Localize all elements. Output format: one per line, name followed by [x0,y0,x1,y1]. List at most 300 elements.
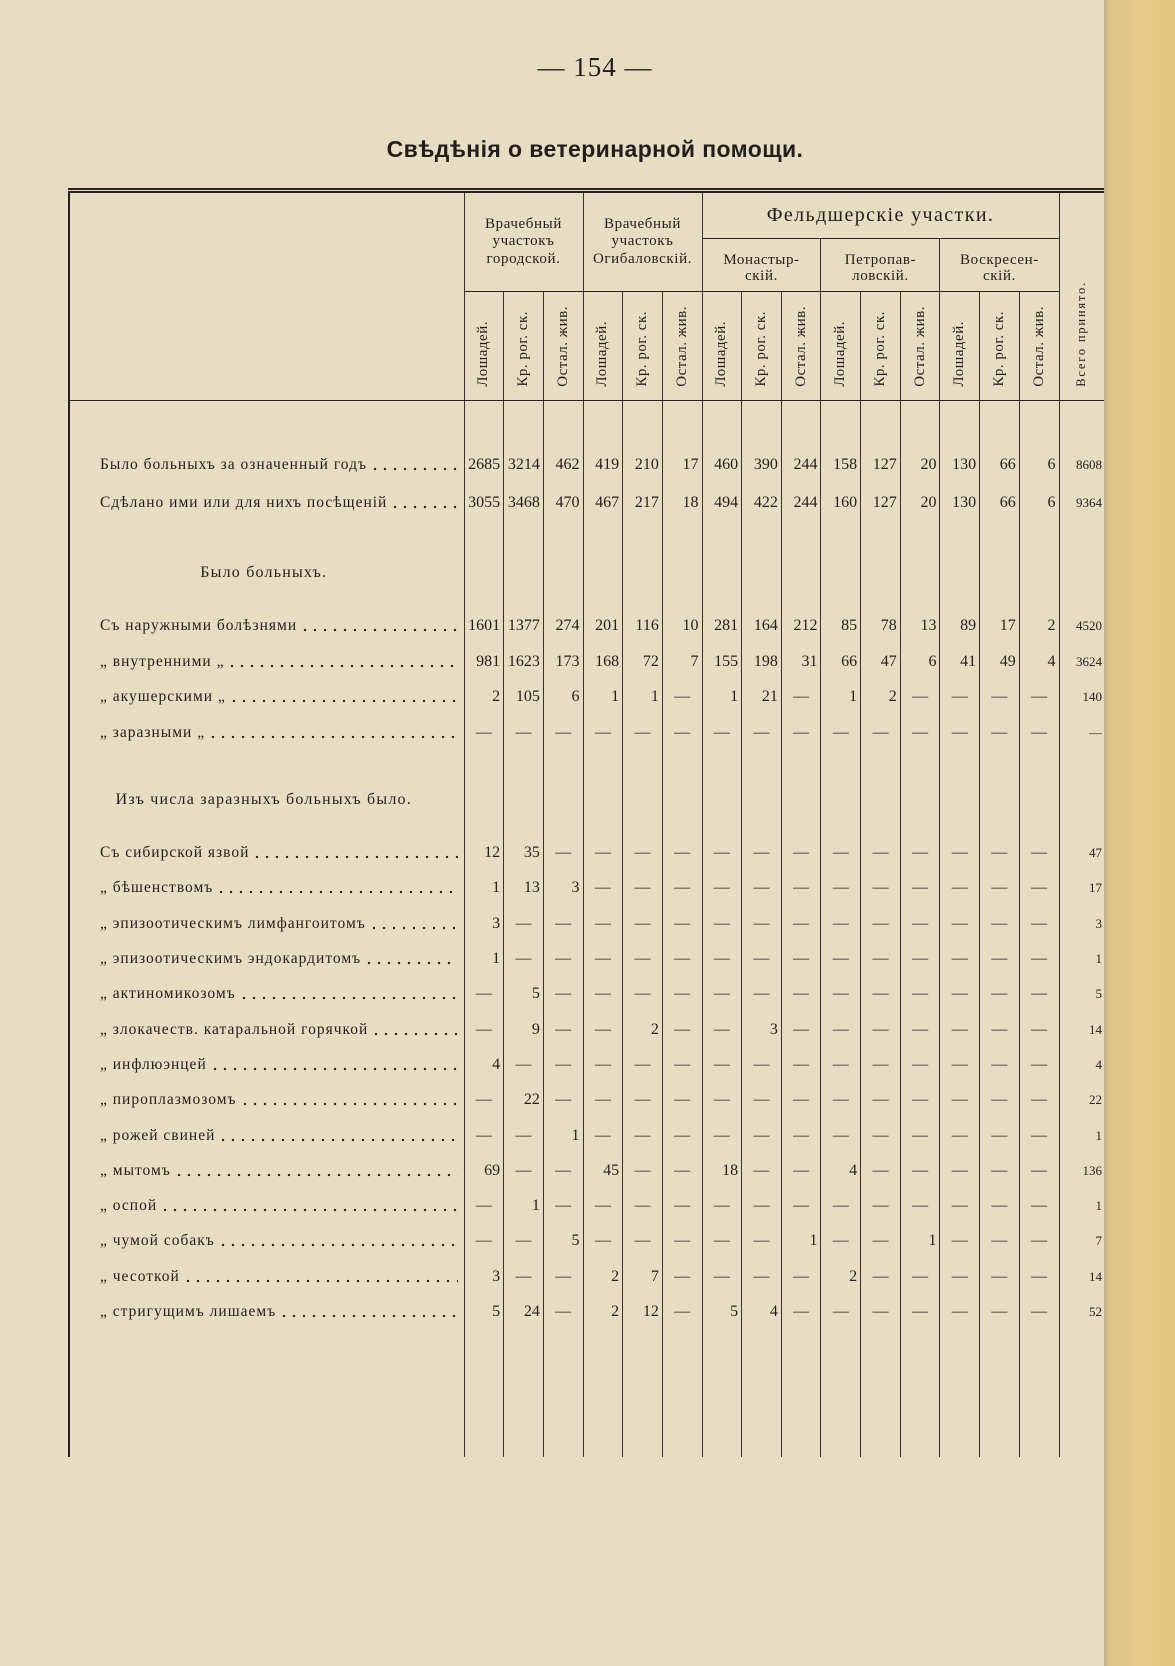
empty-cell [900,751,940,782]
dot-leader [163,1208,457,1212]
cell-gorodskoy-cattle: — [504,1259,544,1294]
cell-gorodskoy-other: — [543,1188,583,1223]
cell-voskresenskiy-cattle: 17 [980,609,1020,645]
empty-cell [900,782,940,818]
row-label-wrap [100,653,458,671]
empty-cell [543,1330,583,1457]
empty-cell [940,818,980,836]
cell-gorodskoy-horses: 1 [464,871,504,906]
cell-gorodskoy-cattle: — [504,1047,544,1082]
cell-monastyrskiy-cattle: — [742,1188,782,1223]
cell-voskresenskiy-other: — [1019,715,1059,751]
group-header-gorodskoy: Врачебный участокъ городской. [464,191,583,292]
col-header-label: Кр. рог. ск. [514,311,531,387]
cell-voskresenskiy-horses: — [940,1118,980,1153]
dot-leader [303,628,457,632]
empty-cell [702,554,742,592]
cell-ogibalovskiy-other: — [662,1083,702,1118]
dot-leader [213,1067,458,1071]
spacer-row [69,592,1104,609]
cell-monastyrskiy-horses: — [702,1188,742,1223]
cell-voskresenskiy-horses: — [940,941,980,976]
row-label: „ заразными „ [100,723,206,741]
col-header-ogibalovskiy-horses [583,292,623,401]
cell-voskresenskiy-other: 6 [1019,484,1059,522]
cell-voskresenskiy-horses: — [940,715,980,751]
cell-voskresenskiy-cattle: — [980,836,1020,871]
empty-cell [464,401,504,447]
cell-ogibalovskiy-horses: — [583,1047,623,1082]
cell-petropavlovskiy-other: — [900,1188,940,1223]
empty-cell [702,818,742,836]
row-label: Съ сибирской язвой [100,844,250,862]
group-header-ogibalovskiy: Врачебный участокъ Огибаловскій. [583,191,702,292]
spacer-row [69,751,1104,782]
cell-gorodskoy-horses: — [464,1118,504,1153]
cell-monastyrskiy-other: 244 [781,447,821,485]
cell-ogibalovskiy-other: — [662,871,702,906]
cell-gorodskoy-other: 6 [543,680,583,716]
cell-ogibalovskiy-cattle: — [623,1118,663,1153]
empty-cell [543,751,583,782]
cell-ogibalovskiy-cattle: 1 [623,680,663,716]
cell-petropavlovskiy-horses: — [821,941,861,976]
col-header-ogibalovskiy-other [662,292,702,401]
cell-voskresenskiy-cattle: 49 [980,644,1020,680]
col-header-label: Остал. жив. [554,306,571,387]
empty-cell [940,1330,980,1457]
total-cell: 52 [1059,1294,1104,1329]
cell-petropavlovskiy-other: — [900,1259,940,1294]
cell-monastyrskiy-other: — [781,715,821,751]
cell-gorodskoy-cattle: — [504,715,544,751]
cell-petropavlovskiy-cattle: — [861,1294,901,1329]
dot-leader [282,1314,457,1318]
total-cell: 136 [1059,1153,1104,1188]
col-header-label: Кр. рог. ск. [871,311,888,387]
cell-monastyrskiy-other: — [781,906,821,941]
row-label-cell [69,680,464,716]
total-cell: 140 [1059,680,1104,716]
col-header-voskresenskiy-cattle [980,292,1020,401]
empty-cell [504,592,544,609]
cell-gorodskoy-other: 1 [543,1118,583,1153]
table-row [69,906,1104,941]
cell-voskresenskiy-horses: 41 [940,644,980,680]
cell-petropavlovskiy-other: — [900,906,940,941]
empty-cell [662,592,702,609]
cell-ogibalovskiy-horses: — [583,1118,623,1153]
total-cell: 3624 [1059,644,1104,680]
cell-gorodskoy-other: — [543,836,583,871]
cell-petropavlovskiy-cattle: — [861,1047,901,1082]
cell-ogibalovskiy-other: — [662,680,702,716]
row-label: Сдѣлано ими или для нихъ посѣщеній [100,493,388,511]
total-cell: 4520 [1059,609,1104,645]
empty-cell [583,1330,623,1457]
empty-cell [980,818,1020,836]
table-row [69,1259,1104,1294]
row-label: „ пироплазмозомъ [100,1091,237,1109]
row-label-wrap [100,844,458,862]
empty-cell [1019,1330,1059,1457]
empty-cell [504,782,544,818]
total-cell: 1 [1059,1118,1104,1153]
empty-cell [1019,751,1059,782]
empty-cell [543,818,583,836]
cell-voskresenskiy-cattle: 66 [980,447,1020,485]
empty-cell [623,1330,663,1457]
empty-cell [742,782,782,818]
row-label-wrap [100,1268,458,1286]
empty-cell [940,782,980,818]
empty-cell [781,1330,821,1457]
empty-cell [940,554,980,592]
veterinary-statistics-table [68,188,1104,1457]
empty-label-cell [69,522,464,554]
cell-petropavlovskiy-cattle: — [861,1012,901,1047]
cell-ogibalovskiy-horses: 201 [583,609,623,645]
cell-gorodskoy-horses: 4 [464,1047,504,1082]
total-cell: 3 [1059,906,1104,941]
cell-monastyrskiy-cattle: — [742,715,782,751]
cell-monastyrskiy-other: — [781,977,821,1012]
empty-cell [702,1330,742,1457]
row-label: „ эпизоотическимъ эндокардитомъ [100,950,362,968]
cell-voskresenskiy-horses: — [940,1047,980,1082]
empty-cell [861,401,901,447]
row-label-cell [69,715,464,751]
cell-voskresenskiy-other: — [1019,1294,1059,1329]
cell-petropavlovskiy-horses: — [821,1012,861,1047]
cell-petropavlovskiy-cattle: — [861,906,901,941]
cell-ogibalovskiy-other: — [662,715,702,751]
cell-gorodskoy-horses: 981 [464,644,504,680]
empty-cell [900,1330,940,1457]
row-label-cell [69,1153,464,1188]
cell-voskresenskiy-cattle: — [980,1188,1020,1223]
cell-ogibalovskiy-horses: — [583,906,623,941]
cell-ogibalovskiy-cattle: 210 [623,447,663,485]
cell-gorodskoy-cattle: — [504,941,544,976]
row-label-cell [69,906,464,941]
cell-monastyrskiy-horses: 1 [702,680,742,716]
cell-petropavlovskiy-cattle: 127 [861,484,901,522]
empty-cell [662,782,702,818]
empty-cell [821,1330,861,1457]
cell-voskresenskiy-other: — [1019,680,1059,716]
row-label-wrap [100,688,458,706]
cell-ogibalovskiy-horses: — [583,1188,623,1223]
row-label-cell [69,836,464,871]
total-cell: 22 [1059,1083,1104,1118]
section-heading-cell [69,554,464,592]
cell-ogibalovskiy-other: — [662,906,702,941]
cell-ogibalovskiy-cattle: — [623,1047,663,1082]
empty-label-cell [69,1330,464,1457]
cell-gorodskoy-other: — [543,977,583,1012]
cell-gorodskoy-horses: 5 [464,1294,504,1329]
cell-monastyrskiy-cattle: — [742,977,782,1012]
empty-cell [543,522,583,554]
empty-cell [940,401,980,447]
total-column-label: Всего принято. [1074,281,1089,387]
cell-gorodskoy-other: 5 [543,1224,583,1259]
empty-cell [583,818,623,836]
dot-leader [374,1032,457,1036]
cell-gorodskoy-other: — [543,941,583,976]
cell-gorodskoy-other: 470 [543,484,583,522]
empty-cell [504,554,544,592]
dot-leader [367,961,457,965]
cell-voskresenskiy-other: 6 [1019,447,1059,485]
dot-leader [242,996,458,1000]
empty-cell [821,782,861,818]
empty-cell [781,818,821,836]
cell-voskresenskiy-cattle: 66 [980,484,1020,522]
cell-ogibalovskiy-other: — [662,1259,702,1294]
row-label-wrap [100,1127,458,1145]
cell-voskresenskiy-other: — [1019,1083,1059,1118]
cell-ogibalovskiy-horses: — [583,1224,623,1259]
cell-monastyrskiy-cattle: 422 [742,484,782,522]
cell-ogibalovskiy-cattle: — [623,977,663,1012]
cell-ogibalovskiy-cattle: 7 [623,1259,663,1294]
cell-ogibalovskiy-horses: 2 [583,1259,623,1294]
table-row [69,1083,1104,1118]
cell-petropavlovskiy-cattle: — [861,1188,901,1223]
empty-cell [583,401,623,447]
empty-cell [900,818,940,836]
spacer-row [69,401,1104,447]
cell-petropavlovskiy-cattle: 47 [861,644,901,680]
empty-cell [940,592,980,609]
cell-petropavlovskiy-other: 6 [900,644,940,680]
cell-monastyrskiy-other: — [781,1083,821,1118]
cell-gorodskoy-other: 173 [543,644,583,680]
dot-leader [230,664,457,668]
cell-voskresenskiy-other: — [1019,1012,1059,1047]
empty-cell [742,751,782,782]
col-header-label: Лошадей. [713,321,730,387]
empty-cell [702,751,742,782]
cell-voskresenskiy-horses: — [940,1083,980,1118]
cell-monastyrskiy-cattle: 198 [742,644,782,680]
cell-gorodskoy-horses: 3055 [464,484,504,522]
empty-cell [900,401,940,447]
empty-total-cell [1059,401,1104,447]
col-header-petropavlovskiy-cattle [861,292,901,401]
cell-gorodskoy-horses: 69 [464,1153,504,1188]
cell-petropavlovskiy-other: — [900,977,940,1012]
cell-ogibalovskiy-horses: — [583,1083,623,1118]
empty-cell [464,818,504,836]
cell-gorodskoy-other: 274 [543,609,583,645]
row-label: „ актиномикозомъ [100,985,236,1003]
cell-monastyrskiy-cattle: — [742,941,782,976]
empty-cell [821,554,861,592]
row-label-wrap [100,879,458,897]
cell-gorodskoy-other: — [543,1047,583,1082]
empty-cell [583,751,623,782]
section-heading: Изъ числа заразныхъ больныхъ было. [115,790,412,808]
empty-cell [900,554,940,592]
cell-ogibalovskiy-cattle: — [623,871,663,906]
cell-gorodskoy-other: — [543,715,583,751]
table-row [69,977,1104,1012]
cell-voskresenskiy-other: — [1019,941,1059,976]
empty-cell [1019,592,1059,609]
cell-petropavlovskiy-cattle: — [861,1224,901,1259]
empty-cell [781,401,821,447]
cell-gorodskoy-horses: 2 [464,680,504,716]
empty-cell [821,522,861,554]
cell-voskresenskiy-cattle: — [980,1153,1020,1188]
empty-cell [861,592,901,609]
col-header-gorodskoy-cattle [504,292,544,401]
cell-monastyrskiy-other: — [781,1047,821,1082]
col-header-voskresenskiy-other [1019,292,1059,401]
cell-monastyrskiy-other: — [781,1294,821,1329]
dot-leader [372,926,458,930]
empty-cell [1019,554,1059,592]
empty-cell [742,1330,782,1457]
empty-cell [662,818,702,836]
empty-cell [980,1330,1020,1457]
cell-petropavlovskiy-horses: — [821,1047,861,1082]
table-row [69,1294,1104,1329]
total-cell: 8608 [1059,447,1104,485]
empty-cell [543,782,583,818]
cell-petropavlovskiy-cattle: — [861,1153,901,1188]
empty-cell [742,522,782,554]
cell-gorodskoy-cattle: 3214 [504,447,544,485]
total-cell: 14 [1059,1012,1104,1047]
row-label: „ внутренними „ [100,652,225,670]
cell-ogibalovskiy-cattle: 72 [623,644,663,680]
cell-petropavlovskiy-horses: — [821,836,861,871]
dot-leader [221,1138,457,1142]
cell-monastyrskiy-other: — [781,1153,821,1188]
cell-petropavlovskiy-horses: — [821,871,861,906]
cell-ogibalovskiy-horses: — [583,977,623,1012]
empty-cell [1019,401,1059,447]
row-label: „ оспой [100,1197,158,1215]
cell-monastyrskiy-cattle: — [742,1047,782,1082]
empty-cell [861,751,901,782]
cell-ogibalovskiy-cattle: — [623,715,663,751]
cell-gorodskoy-cattle: 13 [504,871,544,906]
cell-voskresenskiy-horses: — [940,1153,980,1188]
row-label-cell [69,1224,464,1259]
cell-monastyrskiy-other: 31 [781,644,821,680]
cell-ogibalovskiy-horses: 419 [583,447,623,485]
cell-gorodskoy-cattle: 9 [504,1012,544,1047]
cell-ogibalovskiy-cattle: — [623,1188,663,1223]
empty-total-cell [1059,592,1104,609]
cell-monastyrskiy-other: — [781,836,821,871]
cell-monastyrskiy-other: — [781,1118,821,1153]
row-label: „ чумой собакъ [100,1232,215,1250]
empty-cell [821,818,861,836]
cell-monastyrskiy-other: — [781,1259,821,1294]
cell-petropavlovskiy-other: — [900,1294,940,1329]
cell-petropavlovskiy-cattle: — [861,977,901,1012]
cell-monastyrskiy-other: — [781,680,821,716]
row-label-wrap [100,1056,458,1074]
table-row [69,715,1104,751]
table-row [69,644,1104,680]
cell-monastyrskiy-horses: — [702,1224,742,1259]
cell-monastyrskiy-cattle: — [742,836,782,871]
cell-petropavlovskiy-cattle: — [861,941,901,976]
empty-total-cell [1059,751,1104,782]
section-heading-row [69,554,1104,592]
dot-leader [393,505,457,509]
cell-petropavlovskiy-cattle: — [861,1259,901,1294]
cell-voskresenskiy-other: — [1019,1259,1059,1294]
empty-cell [781,751,821,782]
cell-petropavlovskiy-horses: 85 [821,609,861,645]
cell-voskresenskiy-horses: 89 [940,609,980,645]
cell-ogibalovskiy-cattle: — [623,836,663,871]
empty-total-cell [1059,1330,1104,1457]
cell-voskresenskiy-cattle: — [980,1118,1020,1153]
cell-ogibalovskiy-other: — [662,977,702,1012]
cell-voskresenskiy-other: — [1019,906,1059,941]
empty-cell [662,401,702,447]
cell-petropavlovskiy-horses: 66 [821,644,861,680]
cell-ogibalovskiy-horses: 168 [583,644,623,680]
subgroup-header-voskresenskiy: Воскресен- скій. [940,239,1059,292]
subgroup-header-petropavlovskiy: Петропав- ловскій. [821,239,940,292]
table-row [69,1153,1104,1188]
cell-monastyrskiy-cattle: 21 [742,680,782,716]
cell-gorodskoy-cattle: — [504,1118,544,1153]
empty-cell [781,592,821,609]
cell-voskresenskiy-cattle: — [980,1012,1020,1047]
cell-petropavlovskiy-other: — [900,715,940,751]
total-cell: 7 [1059,1224,1104,1259]
cell-voskresenskiy-cattle: — [980,715,1020,751]
row-label-cell [69,484,464,522]
cell-monastyrskiy-cattle: — [742,1259,782,1294]
cell-gorodskoy-horses: 1 [464,941,504,976]
cell-monastyrskiy-other: — [781,941,821,976]
cell-gorodskoy-cattle: 24 [504,1294,544,1329]
empty-cell [623,592,663,609]
empty-cell [781,554,821,592]
cell-gorodskoy-horses: — [464,715,504,751]
spacer-row [69,522,1104,554]
total-cell: 4 [1059,1047,1104,1082]
cell-petropavlovskiy-other: — [900,941,940,976]
empty-cell [543,554,583,592]
cell-voskresenskiy-horses: — [940,906,980,941]
empty-cell [940,751,980,782]
row-label-cell [69,609,464,645]
empty-cell [464,592,504,609]
page-number: — 154 — [537,52,653,82]
empty-cell [623,554,663,592]
cell-monastyrskiy-other: — [781,1012,821,1047]
table-row [69,680,1104,716]
row-label: Было больныхъ за означенный годъ [100,456,367,474]
spacer-row [69,818,1104,836]
cell-gorodskoy-cattle: 1 [504,1188,544,1223]
cell-petropavlovskiy-horses: — [821,715,861,751]
cell-monastyrskiy-horses: 155 [702,644,742,680]
